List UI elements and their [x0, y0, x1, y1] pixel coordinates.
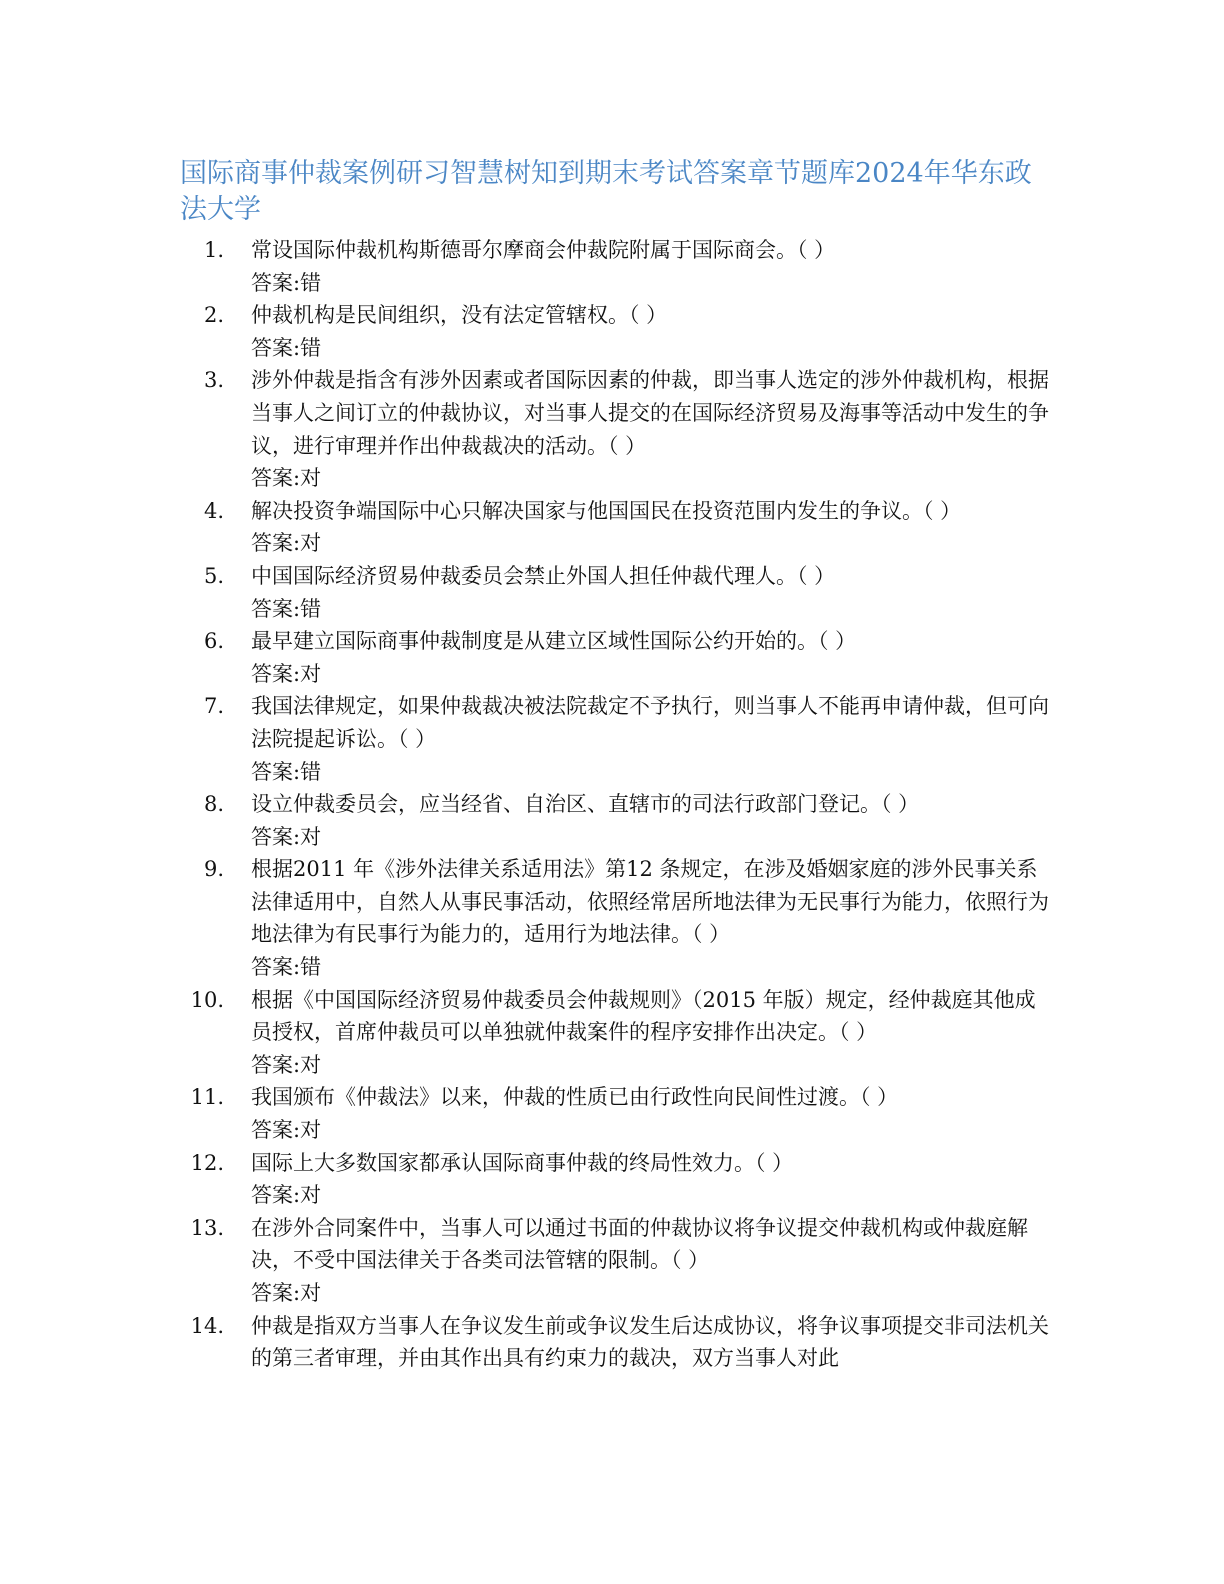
question-text: 我国颁布《仲裁法》以来，仲裁的性质已由行政性向民间性过渡。（ ） — [251, 1085, 899, 1110]
question-number: 7. — [203, 694, 224, 719]
question-item — [0, 1212, 1051, 1310]
question-item — [0, 560, 1051, 625]
question-item — [0, 1081, 1051, 1146]
question-answer: 答案:对 — [251, 1052, 322, 1077]
question-text: 最早建立国际商事仲裁制度是从建立区域性国际公约开始的。（ ） — [251, 629, 857, 654]
question-number: 5. — [203, 563, 224, 588]
question-text: 根据《中国国际经济贸易仲裁委员会仲裁规则》（2015 年版）规定，经仲裁庭其他成员授权，首席仲裁员可以单独就仲裁案件的程序安排作出决定。（ ） — [251, 987, 1036, 1045]
question-answer: 答案:错 — [251, 335, 322, 360]
document-title: 国际商事仲裁案例研习智慧树知到期末考试答案章节题库2024年华东政法大学 — [180, 158, 1032, 225]
question-item — [0, 1147, 1051, 1212]
question-answer: 答案:对 — [251, 531, 322, 556]
question-text: 解决投资争端国际中心只解决国家与他国国民在投资范围内发生的争议。（ ） — [251, 498, 962, 523]
question-text: 仲裁机构是民间组织，没有法定管辖权。（ ） — [251, 303, 668, 328]
question-answer: 答案:对 — [251, 1183, 322, 1208]
question-text: 在涉外合同案件中，当事人可以通过书面的仲裁协议将争议提交仲裁机构或仲裁庭解决，不受中国法律关于各类司法管辖的限制。（ ） — [251, 1215, 1028, 1273]
question-answer: 答案:对 — [251, 824, 322, 849]
question-item — [0, 234, 1051, 299]
question-item — [0, 1310, 1051, 1375]
question-text: 涉外仲裁是指含有涉外因素或者国际因素的仲裁，即当事人选定的涉外仲裁机构，根据当事人之间订立的仲裁协议，对当事人提交的在国际经济贸易及海事等活动中发生的争议，进行审理并作出仲裁裁决的活动。（ ） — [251, 368, 1049, 458]
question-answer: 答案:错 — [251, 596, 322, 621]
question-answer: 答案:错 — [251, 955, 322, 980]
question-item — [0, 853, 1051, 983]
question-text: 常设国际仲裁机构斯德哥尔摩商会仲裁院附属于国际商会。（ ） — [251, 238, 836, 262]
question-list — [0, 234, 1224, 1375]
question-number: 14. — [190, 1313, 224, 1338]
question-answer: 答案:错 — [251, 759, 322, 784]
question-text: 中国国际经济贸易仲裁委员会禁止外国人担任仲裁代理人。（ ） — [251, 563, 836, 588]
question-number: 8. — [203, 792, 224, 817]
question-answer: 答案:对 — [251, 466, 322, 491]
question-number: 4. — [203, 498, 224, 523]
question-answer: 答案:对 — [251, 661, 322, 686]
question-number: 6. — [203, 629, 224, 654]
question-number: 12. — [190, 1150, 224, 1175]
question-item — [0, 788, 1051, 853]
question-text: 仲裁是指双方当事人在争议发生前或争议发生后达成协议，将争议事项提交非司法机关的第三者审理，并由其作出具有约束力的裁决，双方当事人对此 — [251, 1313, 1049, 1371]
question-number: 13. — [190, 1215, 224, 1240]
question-number: 10. — [190, 987, 224, 1012]
question-text: 根据2011 年《涉外法律关系适用法》第12 条规定，在涉及婚姻家庭的涉外民事关系法律适用中，自然人从事民事活动，依照经常居所地法律为无民事行为能力，依照行为地法律为有民事行为能力的，适用行为地法律。（ ） — [251, 857, 1049, 947]
question-text: 设立仲裁委员会，应当经省、自治区、直辖市的司法行政部门登记。（ ） — [251, 792, 920, 817]
question-text: 我国法律规定，如果仲裁裁决被法院裁定不予执行，则当事人不能再申请仲裁，但可向法院提起诉讼。（ ） — [251, 694, 1049, 751]
question-number: 2. — [203, 303, 224, 328]
question-item — [0, 495, 1051, 560]
question-number: 1. — [203, 238, 224, 262]
question-answer: 答案:对 — [251, 1281, 322, 1305]
question-text: 国际上大多数国家都承认国际商事仲裁的终局性效力。（ ） — [251, 1150, 794, 1175]
question-item — [0, 690, 1051, 788]
question-answer: 答案:对 — [251, 1118, 322, 1143]
question-item — [0, 984, 1051, 1082]
question-answer: 答案:错 — [251, 270, 322, 295]
question-number: 11. — [190, 1085, 224, 1110]
question-number: 3. — [203, 368, 224, 393]
question-item — [0, 299, 1051, 364]
question-item — [0, 364, 1051, 494]
question-number: 9. — [203, 857, 224, 882]
question-item — [0, 625, 1051, 690]
